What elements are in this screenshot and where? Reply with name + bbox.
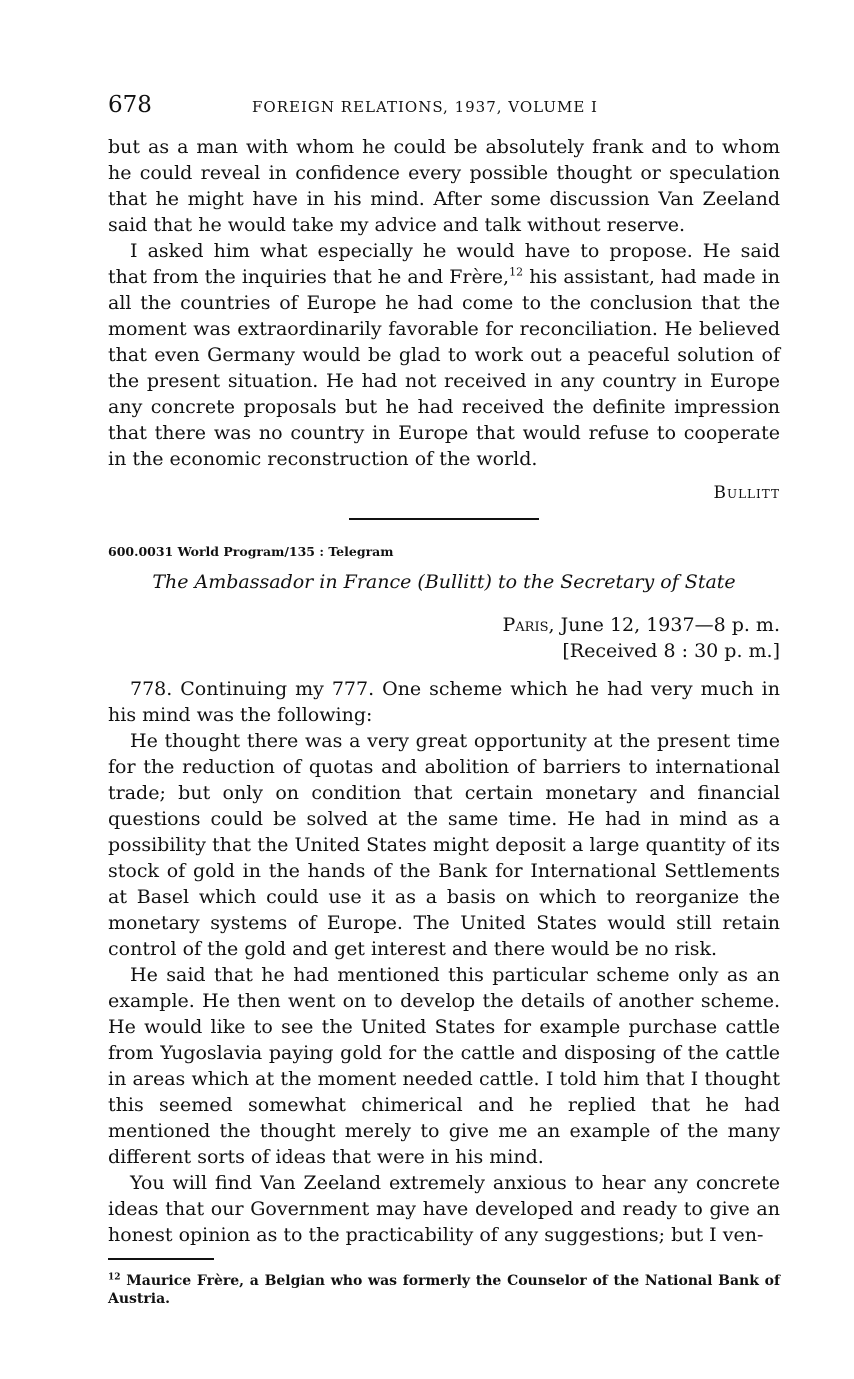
date-text: , June 12, 1937—8 p. m. [548,614,780,636]
dateline [108,612,780,664]
telegram-body [108,676,780,1248]
footnote-mark: 12 [108,1272,121,1283]
date-line [108,612,780,638]
telegram-paragraph: 778. Continuing my 777. One scheme which he had very much in his mind was the following: [108,678,780,726]
footnote [108,1272,780,1308]
section-divider [349,518,539,520]
place-name: Paris [502,614,549,636]
running-head-title: FOREIGN RELATIONS, 1937, VOLUME I [252,98,598,116]
paragraph-proposal-text-b: his assistant, had made in all the countries of Europe he had come to the conclusion that the moment was extraordinarily favorable for reconciliation. He believed that even Germany would be glad to work out a peaceful solution of the present situation. He had not received in any country in Europe any concrete proposals but he had received the definite impression that there was no country in Europe that would refuse to cooperate in the economic reconstruction of the world. [108,266,780,470]
page-number: 678 [108,92,152,118]
signature: Bullitt [713,483,780,503]
paragraph-proposal [108,238,780,472]
running-head [108,92,780,126]
telegram-paragraph: He said that he had mentioned this particular scheme only as an example. He then went on to develop the details of another scheme. He would like to see the United States for example purchase cattle from Yugoslavia paying gold for the cattle and disposing of the cattle in areas which at the moment needed cattle. I told him that I thought this seemed somewhat chimerical and he replied that he had mentioned the thought merely to give me an example of the many different sorts of ideas that were in his mind. [108,964,780,1168]
paragraph-proposal-text-a: I asked him what especially he would have to propose. He said that from the inquiries that he and Frère, [108,240,780,288]
file-reference: 600.0031 World Program/135 : Telegram [108,544,394,559]
footnote-reference[interactable]: 12 [509,265,524,279]
footnote-divider [108,1258,214,1260]
telegram-paragraph: You will find Van Zeeland extremely anxious to hear any concrete ideas that our Government may have developed and ready to give an honest opinion as to the practicability of any suggestions; but I ven- [108,1172,780,1246]
received-line: [Received 8 : 30 p. m.] [562,640,780,662]
paragraph-continuation: but as a man with whom he could be absolutely frank and to whom he could reveal in confidence every possible thought or speculation that he might have in his mind. After some discussion Van Zeeland said that he would take my advice and talk without reserve. [108,136,780,236]
telegram-paragraph: He thought there was a very great opportunity at the present time for the reduction of quotas and abolition of barriers to international trade; but only on condition that certain monetary and financial questions could be solved at the same time. He had in mind as a possibility that the United States might deposit a large quantity of its stock of gold in the hands of the Bank for International Settlements at Basel which could use it as a basis on which to reorganize the monetary systems of Europe. The United States would still retain control of the gold and get interest and there would be no risk. [108,730,780,960]
footnote-text: Maurice Frère, a Belgian who was formerly the Counselor of the National Bank of Austria. [108,1273,781,1307]
document-title: The Ambassador in France (Bullitt) to the Secretary of State [152,571,736,593]
document-page [108,92,780,1308]
